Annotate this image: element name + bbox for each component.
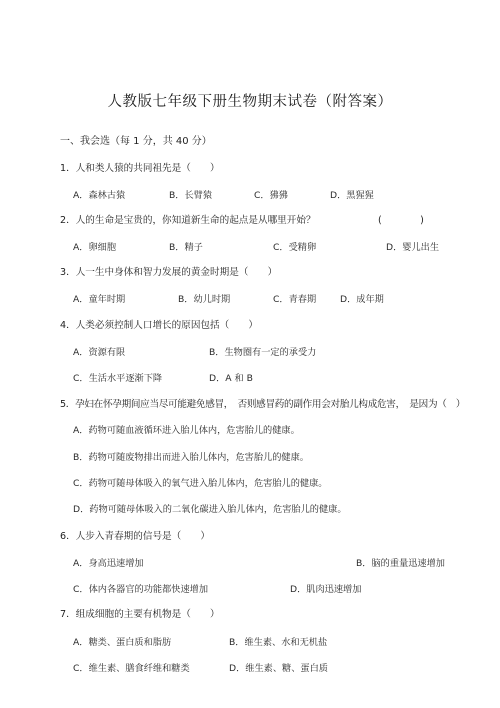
question-3-stem: 3．人一生中身体和智力发展的黄金时期是（ ） bbox=[60, 267, 278, 278]
question-5-option-b: B．药物可随废物排出而进入胎儿体内，危害胎儿的健康。 bbox=[73, 452, 309, 463]
question-7-stem: 7．组成细胞的主要有机物是（ ） bbox=[60, 609, 220, 620]
question-6-option-b: B．脑的重量迅速增加 bbox=[356, 558, 445, 569]
question-2-option-b: B．精子 bbox=[169, 242, 203, 253]
question-3-option-b: B．幼儿时期 bbox=[178, 294, 231, 305]
question-1-option-b: B．长臂猿 bbox=[169, 190, 213, 201]
question-1-option-d: D．黑猩猩 bbox=[330, 190, 374, 201]
question-6-option-d: D．肌肉迅速增加 bbox=[290, 584, 362, 595]
question-6-stem: 6．人步入青春期的信号是（ ） bbox=[60, 531, 211, 542]
question-7-option-c: C．维生素、膳食纤维和糖类 bbox=[73, 663, 190, 674]
question-6-option-a: A．身高迅速增加 bbox=[73, 558, 144, 569]
page-title: 人教版七年级下册生物期末试卷（附答案） bbox=[107, 94, 393, 110]
question-3-option-c: C．青春期 bbox=[273, 294, 317, 305]
question-4-option-b: B．生物圈有一定的承受力 bbox=[209, 347, 317, 358]
question-3-option-a: A．童年时期 bbox=[73, 294, 126, 305]
question-2-stem: 2．人的生命是宝贵的，你知道新生命的起点是从哪里开始？ bbox=[60, 215, 316, 226]
question-1-option-a: A．森林古猿 bbox=[73, 190, 126, 201]
question-7-option-a: A．糖类、蛋白质和脂肪 bbox=[73, 637, 172, 648]
question-7-option-b: B．维生素、水和无机盐 bbox=[229, 637, 328, 648]
question-2-option-c: C．受精卵 bbox=[273, 242, 317, 253]
question-6-option-c: C．体内各器官的功能都快速增加 bbox=[73, 584, 209, 595]
question-1-option-c: C．狒狒 bbox=[254, 190, 288, 201]
question-4-option-c: C．生活水平逐渐下降 bbox=[73, 373, 163, 384]
question-7-option-d: D．维生素、糖、蛋白质 bbox=[229, 663, 328, 674]
question-5-stem: 5．孕妇在怀孕期间应当尽可能避免感冒， 否则感冒药的副作用会对胎儿构成危害， 是因为（ ） bbox=[60, 399, 466, 410]
question-3-option-d: D．成年期 bbox=[340, 294, 384, 305]
question-2-option-d: D．婴儿出生 bbox=[386, 242, 440, 253]
question-1-stem: 1．人和类人猿的共同祖先是（ ） bbox=[60, 163, 220, 174]
question-5-option-a: A．药物可随血液循环进入胎儿体内，危害胎儿的健康。 bbox=[73, 425, 300, 436]
question-4-option-d: D．A 和 B bbox=[209, 373, 253, 384]
section-heading: 一、我会选（每 1 分，共 40 分） bbox=[60, 136, 212, 147]
question-4-option-a: A．资源有限 bbox=[73, 347, 126, 358]
question-2-answer-blank: ( ) bbox=[378, 215, 424, 226]
question-5-option-c: C．药物可随母体吸入的氧气进入胎儿体内，危害胎儿的健康。 bbox=[73, 478, 328, 489]
question-2-option-a: A．卵细胞 bbox=[73, 242, 117, 253]
question-5-option-d: D．药物可随母体吸入的二氧化碳进入胎儿体内，危害胎儿的健康。 bbox=[73, 504, 347, 515]
question-4-stem: 4．人类必须控制人口增长的原因包括（ ） bbox=[60, 320, 258, 331]
